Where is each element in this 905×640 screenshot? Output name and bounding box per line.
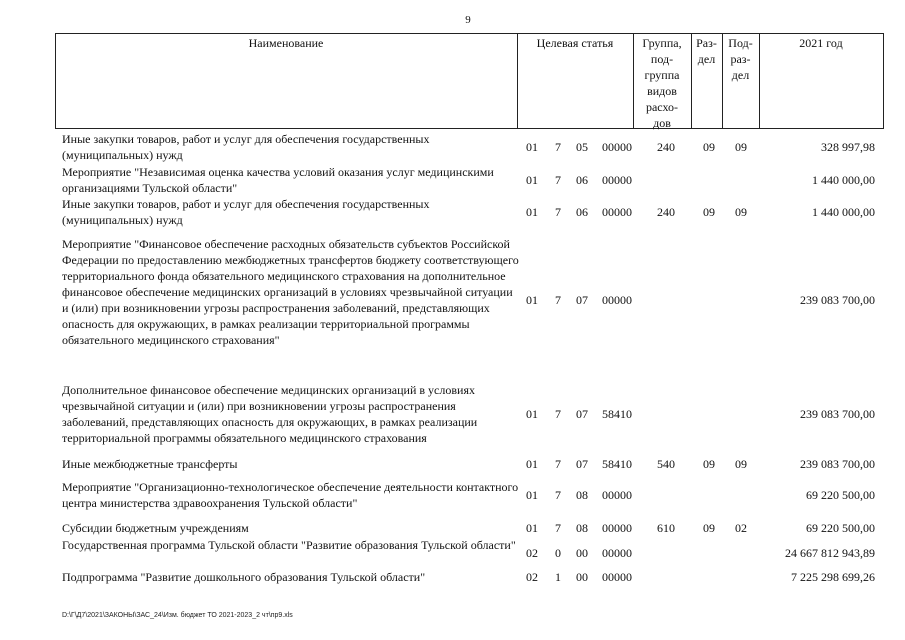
- row-amount: 69 220 500,00: [806, 488, 875, 502]
- table-row: [0, 131, 905, 163]
- row-group: 240: [657, 205, 675, 219]
- row-name: Мероприятие "Финансовое обеспечение расходных обязательств субъектов Российской Федерации по предоставлению межбюджетных трансфертов бюджету соответствующего территориального фонда обязательного медицинского страхования на дополнительное финансовое обеспечение медицинских организаций в условиях чрезвычайной ситуации и (или) при возникновении угрозы распространения заболеваний, представляющих опасность для окружающих, в рамках реализации территориальной программы обязательного медицинского страхования": [62, 237, 519, 347]
- row-group: 540: [657, 457, 675, 471]
- row-name: Подпрограмма "Развитие дошкольного образования Тульской области": [62, 570, 426, 584]
- table-row: [0, 537, 905, 569]
- row-code-1: 01: [526, 457, 538, 471]
- row-name: Мероприятие "Независимая оценка качества условий оказания услуг медицинскими организациями Тульской области": [62, 165, 494, 195]
- row-amount: 69 220 500,00: [806, 521, 875, 535]
- row-section: 09: [703, 205, 715, 219]
- row-code-3: 06: [576, 173, 588, 187]
- row-section: 09: [703, 521, 715, 535]
- row-amount: 239 083 700,00: [800, 407, 875, 421]
- row-subsection: 09: [735, 457, 747, 471]
- row-amount: 7 225 298 699,26: [791, 570, 875, 584]
- row-name: Иные межбюджетные трансферты: [62, 457, 238, 471]
- row-code-2: 7: [555, 205, 561, 219]
- row-amount: 328 997,98: [821, 140, 875, 154]
- row-code-3: 07: [576, 407, 588, 421]
- row-subsection: 09: [735, 205, 747, 219]
- row-code-4: 00000: [602, 546, 632, 560]
- row-code-1: 01: [526, 293, 538, 307]
- row-code-3: 08: [576, 521, 588, 535]
- table-row: [0, 456, 905, 474]
- header-year: 2021 год: [799, 36, 843, 50]
- row-code-4: 58410: [602, 407, 632, 421]
- row-code-3: 07: [576, 457, 588, 471]
- row-code-1: 01: [526, 140, 538, 154]
- header-target: Целевая статья: [536, 36, 614, 50]
- row-code-4: 00000: [602, 173, 632, 187]
- row-code-1: 01: [526, 205, 538, 219]
- row-amount: 24 667 812 943,89: [785, 546, 875, 560]
- row-name: Иные закупки товаров, работ и услуг для обеспечения государственных (муниципальных) нужд: [62, 197, 430, 227]
- row-code-1: 01: [526, 488, 538, 502]
- row-group: 240: [657, 140, 675, 154]
- row-code-3: 07: [576, 293, 588, 307]
- row-name: Субсидии бюджетным учреждениям: [62, 521, 249, 535]
- row-code-1: 01: [526, 407, 538, 421]
- row-code-2: 1: [555, 570, 561, 584]
- row-code-4: 00000: [602, 521, 632, 535]
- row-amount: 239 083 700,00: [800, 293, 875, 307]
- row-code-2: 7: [555, 521, 561, 535]
- file-path-footer: D:\Г\Д7\2021\ЗАКОНЫ\ЗАС_24\Изм. бюджет ТО 2021-2023_2 чт\пр9.xls: [62, 612, 293, 619]
- row-code-1: 02: [526, 570, 538, 584]
- row-amount: 1 440 000,00: [812, 173, 875, 187]
- row-subsection: 02: [735, 521, 747, 535]
- row-code-4: 00000: [602, 140, 632, 154]
- row-code-2: 7: [555, 457, 561, 471]
- row-code-4: 00000: [602, 205, 632, 219]
- row-code-2: 7: [555, 140, 561, 154]
- table-row: [0, 382, 905, 448]
- row-code-3: 00: [576, 546, 588, 560]
- row-name: Дополнительное финансовое обеспечение медицинских организаций в условиях чрезвычайной ситуации и (или) при возникновении угрозы распространения заболеваний, представляющих опасность для окружающих, в рамках реализации территориальной программы обязательного медицинского страхования: [62, 383, 478, 445]
- table-row: [0, 520, 905, 538]
- row-code-3: 06: [576, 205, 588, 219]
- row-code-4: 58410: [602, 457, 632, 471]
- table-header: [55, 33, 883, 129]
- header-section: Раз- дел: [696, 36, 717, 66]
- row-name: Мероприятие "Организационно-технологическое обеспечение деятельности контактного центра министерства здравоохранения Тульской области": [62, 480, 519, 510]
- row-section: 09: [703, 457, 715, 471]
- header-subsection: Под- раз- дел: [728, 36, 753, 82]
- table-row: [0, 569, 905, 587]
- row-group: 610: [657, 521, 675, 535]
- table-row: [0, 164, 905, 196]
- row-code-3: 00: [576, 570, 588, 584]
- row-code-2: 7: [555, 293, 561, 307]
- row-code-1: 01: [526, 173, 538, 187]
- row-amount: 239 083 700,00: [800, 457, 875, 471]
- row-amount: 1 440 000,00: [812, 205, 875, 219]
- row-code-2: 7: [555, 173, 561, 187]
- row-section: 09: [703, 140, 715, 154]
- row-code-4: 00000: [602, 293, 632, 307]
- row-code-1: 02: [526, 546, 538, 560]
- row-code-3: 08: [576, 488, 588, 502]
- page-number: 9: [465, 14, 471, 26]
- row-code-1: 01: [526, 521, 538, 535]
- row-code-4: 00000: [602, 488, 632, 502]
- row-code-2: 7: [555, 488, 561, 502]
- table-row: [0, 196, 905, 228]
- row-name: Государственная программа Тульской области "Развитие образования Тульской области": [62, 538, 516, 552]
- row-code-2: 7: [555, 407, 561, 421]
- table-row: [0, 479, 905, 511]
- row-subsection: 09: [735, 140, 747, 154]
- row-code-3: 05: [576, 140, 588, 154]
- header-name: Наименование: [248, 36, 324, 50]
- row-name: Иные закупки товаров, работ и услуг для обеспечения государственных (муниципальных) нужд: [62, 132, 430, 162]
- row-code-2: 0: [555, 546, 561, 560]
- header-group: Группа, под- группа видов расхо- дов: [642, 36, 682, 130]
- table-row: [0, 236, 905, 366]
- row-code-4: 00000: [602, 570, 632, 584]
